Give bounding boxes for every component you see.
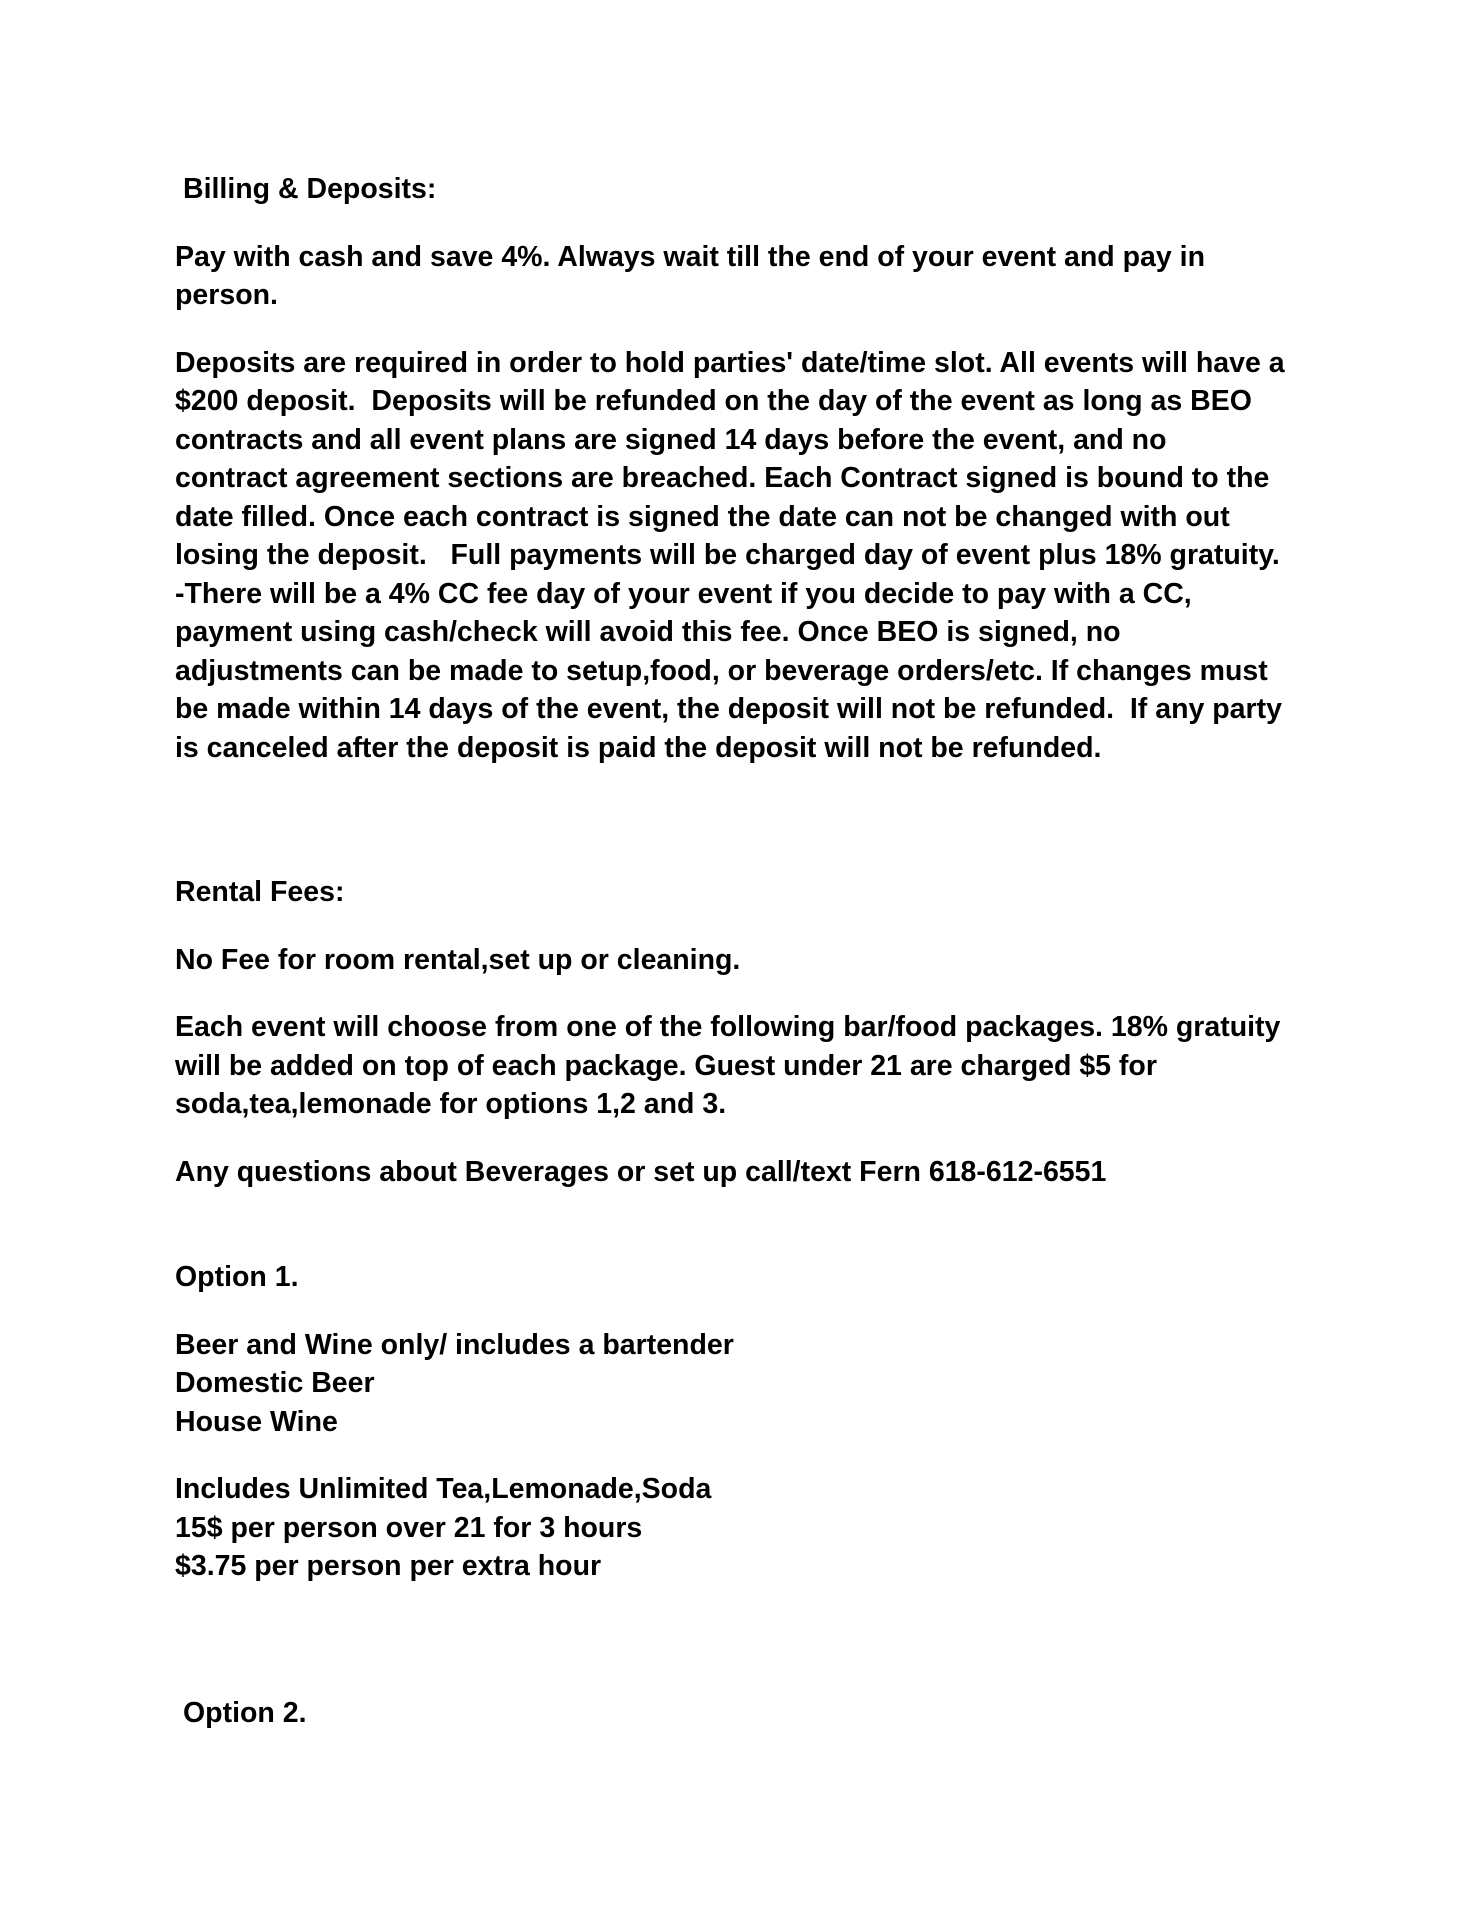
packages-line: soda,tea,lemonade for options 1,2 and 3. (175, 1088, 727, 1120)
deposit-line: payment using cash/check will avoid this fee. Once BEO is signed, no (175, 616, 1121, 648)
packages-note (175, 1008, 1325, 1124)
option1-items (175, 1326, 1325, 1442)
option1-pricing-line: Includes Unlimited Tea,Lemonade,Soda (175, 1473, 712, 1505)
option1-item: House Wine (175, 1405, 338, 1438)
option1-item: Beer and Wine only/ includes a bartender (175, 1328, 734, 1361)
packages-line: will be added on top of each package. Guest under 21 are charged $5 for (175, 1049, 1157, 1082)
deposit-line: contract agreement sections are breached. Each Contract signed is bound to the (175, 462, 1270, 494)
option1-heading: Option 1. (175, 1261, 299, 1293)
option2-heading: Option 2. (183, 1696, 307, 1729)
packages-line: Each event will choose from one of the following bar/food packages. 18% gratuity (175, 1011, 1281, 1043)
deposit-line: adjustments can be made to setup,food, or beverage orders/etc. If changes must (175, 654, 1268, 687)
rental-heading: Rental Fees: (175, 876, 345, 908)
option1-pricing-line: $3.75 per person per extra hour (175, 1550, 602, 1582)
deposit-line: -There will be a 4% CC fee day of your event if you decide to pay with a CC, (175, 577, 1192, 610)
deposit-line: is canceled after the deposit is paid the deposit will not be refunded. (175, 731, 1102, 764)
document-body (175, 170, 1325, 1732)
option1-item: Domestic Beer (175, 1367, 375, 1399)
deposit-line: contracts and all event plans are signed 14 days before the event, and no (175, 423, 1167, 456)
cash-note (175, 238, 1325, 315)
deposit-policy (175, 344, 1325, 768)
deposit-line: date filled. Once each contract is signed the date can not be changed with out (175, 500, 1230, 533)
cash-note-line-2: person. (175, 279, 278, 311)
cash-note-line-1: Pay with cash and save 4%. Always wait till the end of your event and pay in (175, 240, 1205, 273)
deposit-line: be made within 14 days of the event, the deposit will not be refunded. If any party (175, 693, 1282, 725)
option1-pricing-line: 15$ per person over 21 for 3 hours (175, 1511, 643, 1544)
deposit-line: Deposits are required in order to hold parties' date/time slot. All events will have a (175, 346, 1285, 379)
contact-note: Any questions about Beverages or set up call/text Fern 618-612-6551 (175, 1155, 1107, 1188)
billing-heading: Billing & Deposits: (183, 173, 437, 205)
option1-pricing (175, 1470, 1325, 1586)
deposit-line: losing the deposit. Full payments will be charged day of event plus 18% gratuity. (175, 539, 1280, 571)
deposit-line: $200 deposit. Deposits will be refunded on the day of the event as long as BEO (175, 385, 1252, 417)
rental-no-fee: No Fee for room rental,set up or cleaning. (175, 943, 741, 976)
